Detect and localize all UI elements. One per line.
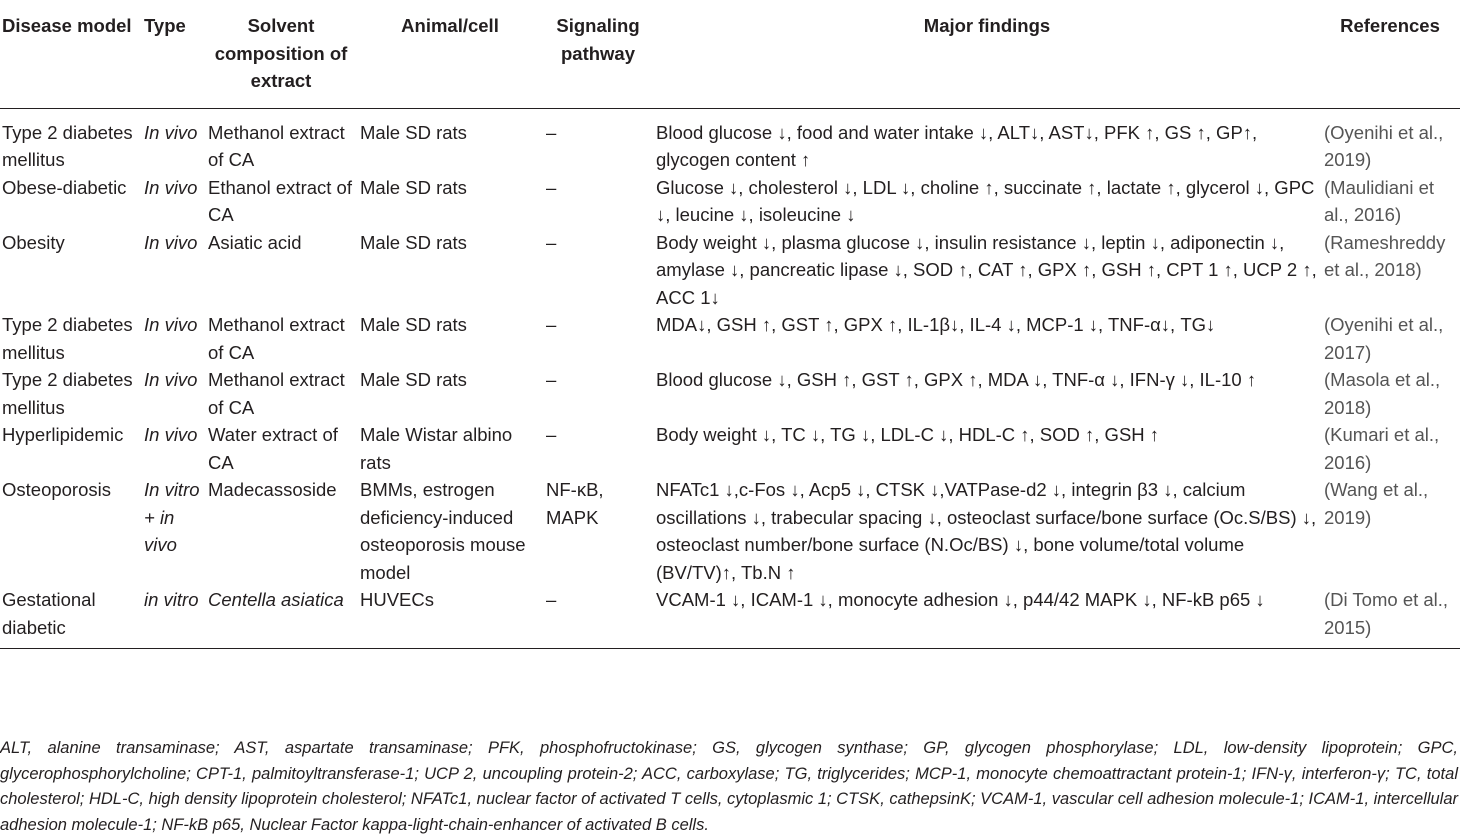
cell-type: In vivo <box>144 176 198 198</box>
cell-reference: (Oyenihi et al., 2019) <box>1324 121 1444 170</box>
cell-type: in vitro <box>144 589 199 610</box>
table-row <box>0 174 1460 229</box>
header-signaling-pathway: Signaling pathway <box>556 15 640 64</box>
cell-animal-cell: Male SD rats <box>360 121 467 143</box>
cell-signaling-pathway: – <box>546 121 557 143</box>
cell-animal-cell: Male SD rats <box>360 314 467 335</box>
cell-solvent: Methanol extract of CA <box>208 121 345 170</box>
cell-type: In vivo <box>144 369 198 390</box>
cell-disease-model: Obese-diabetic <box>2 176 127 198</box>
cell-signaling-pathway: – <box>546 176 557 198</box>
cell-solvent: Methanol extract of CA <box>208 369 345 418</box>
table-row <box>0 229 1460 312</box>
header-row <box>0 8 1460 108</box>
header-disease-model: Disease model <box>2 15 132 36</box>
cell-major-findings: VCAM-1 ↓, ICAM-1 ↓, monocyte adhesion ↓, p44/42 MAPK ↓, NF-kB p65 ↓ <box>656 589 1265 610</box>
cell-solvent: Water extract of CA <box>208 424 338 473</box>
cell-disease-model: Type 2 diabetes mellitus <box>2 369 133 418</box>
table-row <box>0 366 1460 421</box>
cell-reference: (Rameshreddy et al., 2018) <box>1324 231 1446 280</box>
cell-type: In vivo <box>144 424 198 445</box>
header-references: References <box>1340 15 1440 36</box>
cell-disease-model: Obesity <box>2 231 65 253</box>
cell-disease-model: Type 2 diabetes mellitus <box>2 121 133 170</box>
cell-disease-model: Type 2 diabetes mellitus <box>2 314 133 363</box>
cell-reference: (Wang et al., 2019) <box>1324 479 1429 528</box>
cell-type: In vivo <box>144 121 198 143</box>
cell-reference: (Maulidiani et al., 2016) <box>1324 176 1435 225</box>
cell-animal-cell: Male Wistar albino rats <box>360 424 513 473</box>
cell-signaling-pathway: – <box>546 424 557 445</box>
cell-signaling-pathway: – <box>546 369 557 390</box>
cell-major-findings: Blood glucose ↓, GSH ↑, GST ↑, GPX ↑, MDA ↓, TNF-α ↓, IFN-γ ↓, IL-10 ↑ <box>656 369 1257 390</box>
cell-animal-cell: Male SD rats <box>360 231 467 253</box>
cell-major-findings: MDA↓, GSH ↑, GST ↑, GPX ↑, IL-1β↓, IL-4 ↓, MCP-1 ↓, TNF-α↓, TG↓ <box>656 314 1216 335</box>
cell-solvent: Ethanol extract of CA <box>208 176 352 225</box>
table-row <box>0 108 1460 174</box>
header-solvent: Solvent composition of extract <box>214 15 348 91</box>
cell-animal-cell: Male SD rats <box>360 176 467 198</box>
cell-solvent: Methanol extract of CA <box>208 314 345 363</box>
header-type: Type <box>144 15 186 36</box>
table-row <box>0 586 1460 649</box>
cell-solvent: Asiatic acid <box>208 231 302 253</box>
cell-reference: (Masola et al., 2018) <box>1324 369 1441 418</box>
findings-table <box>0 8 1460 649</box>
cell-reference: (Oyenihi et al., 2017) <box>1324 314 1444 363</box>
cell-animal-cell: BMMs, estrogen deficiency-induced osteoporosis mouse model <box>360 479 526 583</box>
cell-reference: (Kumari et al., 2016) <box>1324 424 1440 473</box>
cell-major-findings: Body weight ↓, plasma glucose ↓, insulin resistance ↓, leptin ↓, adiponectin ↓, amylase ↓, pancreatic lipase ↓, SOD ↑, CAT ↑, GPX ↑, GSH ↑, CPT 1 ↑, UCP 2 ↑, ACC 1↓ <box>656 231 1317 308</box>
cell-type: In vitro + in vivo <box>144 479 200 555</box>
cell-signaling-pathway: – <box>546 231 557 253</box>
cell-solvent: Madecassoside <box>208 479 337 500</box>
cell-type: In vivo <box>144 314 198 335</box>
cell-signaling-pathway: – <box>546 589 557 610</box>
cell-signaling-pathway: – <box>546 314 557 335</box>
cell-animal-cell: HUVECs <box>360 589 435 610</box>
cell-type: In vivo <box>144 231 198 253</box>
header-major-findings: Major findings <box>923 15 1051 36</box>
cell-reference: (Di Tomo et al., 2015) <box>1324 589 1449 638</box>
cell-signaling-pathway: NF-κB, MAPK <box>546 479 604 528</box>
cell-animal-cell: Male SD rats <box>360 369 467 390</box>
cell-disease-model: Osteoporosis <box>2 479 111 500</box>
table-row <box>0 476 1460 586</box>
cell-disease-model: Gestational diabetic <box>2 589 96 638</box>
cell-major-findings: Glucose ↓, cholesterol ↓, LDL ↓, choline ↑, succinate ↑, lactate ↑, glycerol ↓, GPC ↓, leucine ↓, isoleucine ↓ <box>656 176 1315 225</box>
table-row <box>0 421 1460 476</box>
table-row <box>0 311 1460 366</box>
cell-major-findings: Blood glucose ↓, food and water intake ↓, ALT↓, AST↓, PFK ↑, GS ↑, GP↑, glycogen content ↑ <box>656 121 1258 170</box>
header-animal-cell: Animal/cell <box>401 15 499 36</box>
cell-solvent: Centella asiatica <box>208 589 344 610</box>
table-footnote: ALT, alanine transaminase; AST, aspartate transaminase; PFK, phosphofructokinase; GS, glycogen synthase; GP, glycogen phosphorylase; LDL, low-density lipoprotein; GPC, glycerophosphorylcholine; CPT-1, palmitoyltransferase-1; UCP 2, uncoupling protein-2; ACC, carboxylase; TG, triglycerides; MCP-1, monocyte chemoattractant protein-1; IFN-γ, interferon-γ; TC, total cholesterol; HDL-C, high density lipoprotein cholesterol; NFATc1, nuclear factor of activated T cells, cytoplasmic 1; CTSK, cathepsinK; VCAM-1, vascular cell adhesion molecule-1; ICAM-1, intercellular adhesion molecule-1; NF-kB p65, Nuclear Factor kappa-light-chain-enhancer of activated B cells. <box>0 739 1458 834</box>
cell-major-findings: Body weight ↓, TC ↓, TG ↓, LDL-C ↓, HDL-C ↑, SOD ↑, GSH ↑ <box>656 424 1160 445</box>
cell-major-findings: NFATc1 ↓,c-Fos ↓, Acp5 ↓, CTSK ↓,VATPase-d2 ↓, integrin β3 ↓, calcium oscillations ↓, trabecular spacing ↓, osteoclast surface/bone surface (Oc.S/BS) ↓, osteoclast number/bone surface (N.Oc/BS) ↓, bone volume/total volume (BV/TV)↑, Tb.N ↑ <box>656 479 1317 583</box>
cell-disease-model: Hyperlipidemic <box>2 424 124 445</box>
